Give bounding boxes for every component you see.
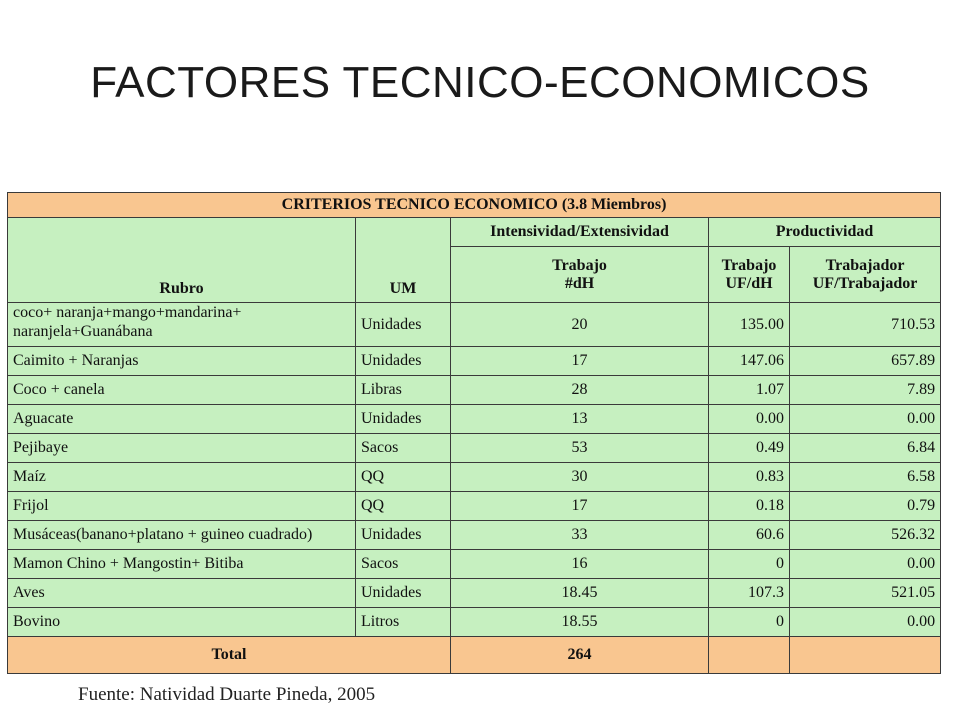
- rubro-cell: Bovino: [8, 608, 356, 637]
- uf-trabajador-cell: 6.58: [790, 463, 941, 492]
- trabajo-cell: 18.55: [451, 608, 709, 637]
- col-header-um: UM: [356, 218, 451, 303]
- uf-trabajador-cell: 0.00: [790, 608, 941, 637]
- um-cell: Unidades: [356, 405, 451, 434]
- table-row: [8, 550, 941, 579]
- rubro-cell: Musáceas(banano+platano + guineo cuadrado): [8, 521, 356, 550]
- col-header-trabajo-line1: Trabajo: [552, 256, 607, 274]
- uf-trabajador-cell: 526.32: [790, 521, 941, 550]
- trabajo-cell: 33: [451, 521, 709, 550]
- col-header-trabajador-line2: UF/Trabajador: [812, 274, 918, 292]
- uf-dh-cell: 147.06: [709, 347, 790, 376]
- um-cell: Unidades: [356, 579, 451, 608]
- uf-dh-cell: 0.00: [709, 405, 790, 434]
- uf-dh-cell: 0: [709, 608, 790, 637]
- trabajo-cell: 17: [451, 347, 709, 376]
- col-header-trabajo-uf-line2: UF/dH: [725, 274, 773, 292]
- table-row: [8, 303, 941, 347]
- col-header-trabajo-line2: #dH: [564, 274, 595, 292]
- table-row: [8, 521, 941, 550]
- uf-dh-cell: 0.18: [709, 492, 790, 521]
- rubro-cell: Maíz: [8, 463, 356, 492]
- rubro-cell: Caimito + Naranjas: [8, 347, 356, 376]
- um-cell: Litros: [356, 608, 451, 637]
- slide-title: FACTORES TECNICO-ECONOMICOS: [90, 58, 870, 107]
- trabajo-cell: 17: [451, 492, 709, 521]
- uf-dh-cell: 0.83: [709, 463, 790, 492]
- col-header-trabajador-line1: Trabajador: [825, 256, 905, 274]
- um-cell: Unidades: [356, 521, 451, 550]
- rubro-cell: Aguacate: [8, 405, 356, 434]
- total-label: Total: [8, 637, 451, 674]
- uf-trabajador-cell: 0.00: [790, 405, 941, 434]
- uf-dh-cell: 0.49: [709, 434, 790, 463]
- table-row: [8, 376, 941, 405]
- rubro-cell: Mamon Chino + Mangostin+ Bitiba: [8, 550, 356, 579]
- table-row: [8, 579, 941, 608]
- col-header-trabajo: [451, 247, 709, 303]
- uf-trabajador-cell: 657.89: [790, 347, 941, 376]
- um-cell: Libras: [356, 376, 451, 405]
- table-row: [8, 608, 941, 637]
- rubro-cell: Coco + canela: [8, 376, 356, 405]
- col-header-trabajador: [790, 247, 941, 303]
- trabajo-cell: 53: [451, 434, 709, 463]
- um-cell: QQ: [356, 463, 451, 492]
- uf-dh-cell: 60.6: [709, 521, 790, 550]
- col-header-trabajo-uf: [709, 247, 790, 303]
- table-row: [8, 405, 941, 434]
- total-empty-cell: [709, 637, 790, 674]
- trabajo-cell: 18.45: [451, 579, 709, 608]
- criteria-table: [7, 192, 941, 674]
- um-cell: Unidades: [356, 303, 451, 347]
- trabajo-cell: 30: [451, 463, 709, 492]
- rubro-cell: Aves: [8, 579, 356, 608]
- table-row: [8, 463, 941, 492]
- uf-dh-cell: 1.07: [709, 376, 790, 405]
- uf-trabajador-cell: 6.84: [790, 434, 941, 463]
- total-value: 264: [451, 637, 709, 674]
- uf-dh-cell: 135.00: [709, 303, 790, 347]
- trabajo-cell: 13: [451, 405, 709, 434]
- uf-trabajador-cell: 7.89: [790, 376, 941, 405]
- uf-trabajador-cell: 0.79: [790, 492, 941, 521]
- total-row: [8, 637, 941, 674]
- uf-trabajador-cell: 710.53: [790, 303, 941, 347]
- source-note: Fuente: Natividad Duarte Pineda, 2005: [78, 684, 376, 705]
- col-header-trabajo-uf-line1: Trabajo: [721, 256, 777, 274]
- rubro-cell: Frijol: [8, 492, 356, 521]
- um-cell: Sacos: [356, 550, 451, 579]
- um-cell: Unidades: [356, 347, 451, 376]
- uf-trabajador-cell: 0.00: [790, 550, 941, 579]
- table-row: [8, 347, 941, 376]
- group-header-productivity: Productividad: [709, 218, 941, 247]
- uf-dh-cell: 107.3: [709, 579, 790, 608]
- trabajo-cell: 16: [451, 550, 709, 579]
- rubro-cell: coco+ naranja+mango+mandarina+ naranjela+Guanábana: [8, 303, 356, 347]
- trabajo-cell: 20: [451, 303, 709, 347]
- uf-dh-cell: 0: [709, 550, 790, 579]
- table-caption: CRITERIOS TECNICO ECONOMICO (3.8 Miembros): [8, 193, 941, 218]
- rubro-cell: Pejibaye: [8, 434, 356, 463]
- table-row: [8, 434, 941, 463]
- col-header-rubro: Rubro: [8, 218, 356, 303]
- um-cell: QQ: [356, 492, 451, 521]
- um-cell: Sacos: [356, 434, 451, 463]
- table-row: [8, 492, 941, 521]
- total-empty-cell: [790, 637, 941, 674]
- trabajo-cell: 28: [451, 376, 709, 405]
- group-header-intensity: Intensividad/Extensividad: [451, 218, 709, 247]
- uf-trabajador-cell: 521.05: [790, 579, 941, 608]
